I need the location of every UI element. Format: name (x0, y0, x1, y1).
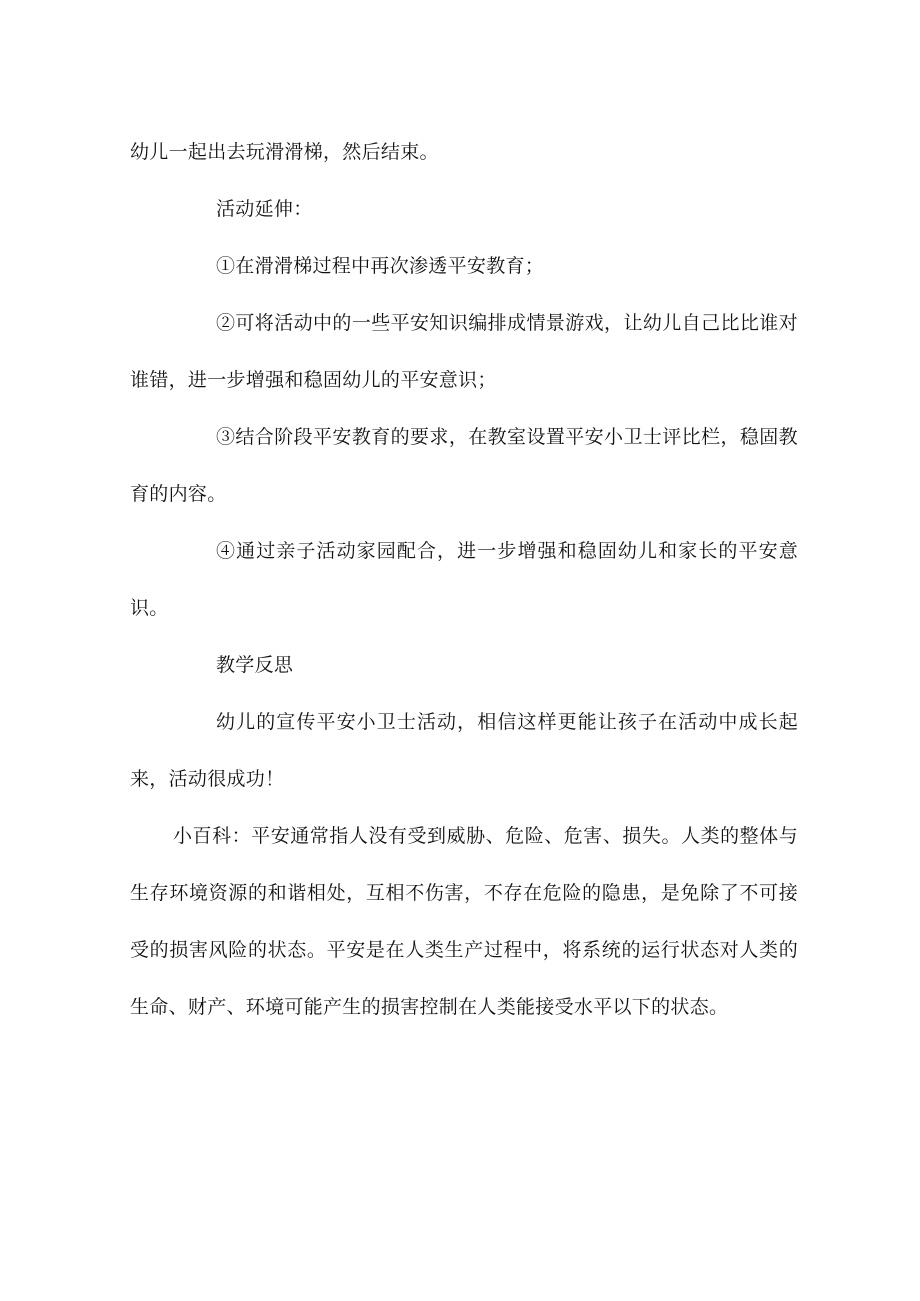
heading-activity-extension: 活动延伸： (216, 198, 313, 220)
paragraph-continuation: 幼儿一起出去玩滑滑梯，然后结束。 (130, 141, 439, 163)
heading-teaching-reflection: 教学反思 (216, 654, 294, 676)
paragraph-encyclopedia: 小百科：平安通常指人没有受到威胁、危险、危害、损失。人类的整体与生存环境资源的和谐相处，互相不伤害，不存在危险的隐患，是免除了不可接受的损害风险的状态。平安是在人类生产过程中，将系统的运行状态对人类的生命、财产、环境可能产生的损害控制在人类能接受水平以下的状态。 (130, 825, 798, 1018)
paragraph-extension-1: ①在滑滑梯过程中再次渗透平安教育； (216, 255, 545, 277)
paragraph-reflection-body: 幼儿的宣传平安小卫士活动，相信这样更能让孩子在活动中成长起来，活动很成功！ (130, 711, 798, 790)
paragraph-extension-4: ④通过亲子活动家园配合，进一步增强和稳固幼儿和家长的平安意识。 (130, 540, 798, 619)
paragraph-extension-3: ③结合阶段平安教育的要求，在教室设置平安小卫士评比栏，稳固教育的内容。 (130, 426, 798, 505)
paragraph-extension-2: ②可将活动中的一些平安知识编排成情景游戏，让幼儿自己比比谁对谁错，进一步增强和稳固幼儿的平安意识； (130, 312, 798, 391)
document-body (130, 124, 798, 1036)
